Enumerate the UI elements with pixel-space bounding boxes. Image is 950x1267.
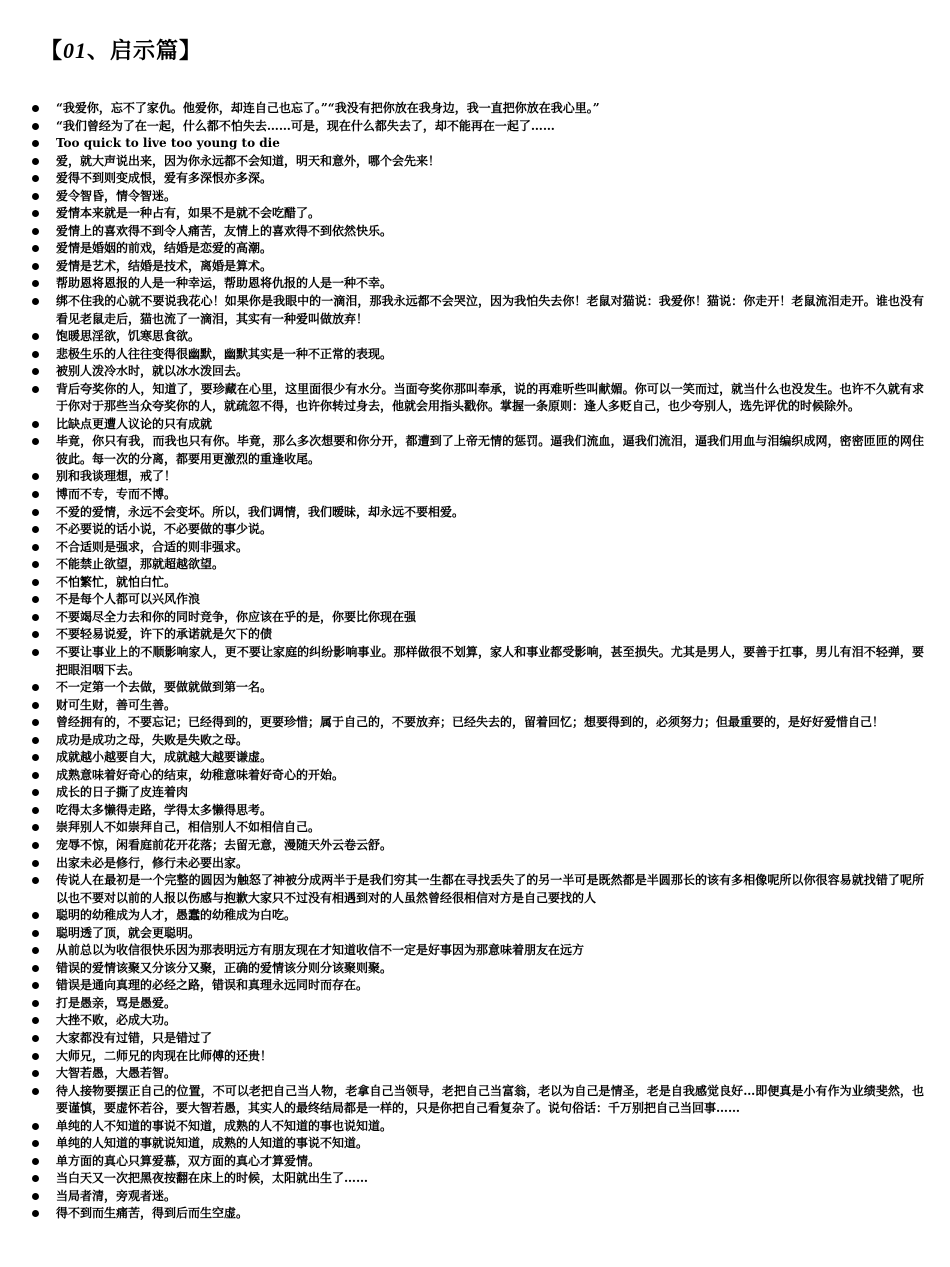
list-item: 不一定第一个去做，要做就做到第一名。	[0, 679, 950, 697]
list-item: 比缺点更遭人议论的只有成就	[0, 416, 950, 434]
list-item: 成熟意味着好奇心的结束，幼稚意味着好奇心的开始。	[0, 767, 950, 785]
list-item: 错误是通向真理的必经之路，错误和真理永远同时而存在。	[0, 977, 950, 995]
list-item: 错误的爱情该聚又分该分又聚，正确的爱情该分则分该聚则聚。	[0, 960, 950, 978]
heading-title: 、启示篇	[87, 39, 180, 64]
list-item: 宠辱不惊，闲看庭前花开花落；去留无意，漫随天外云卷云舒。	[0, 837, 950, 855]
list-item: 别和我谈理想，戒了！	[0, 468, 950, 486]
list-item: 待人接物要摆正自己的位置，不可以老把自己当人物，老拿自己当领导，老把自己当富翁，老以为自己是情圣，老是自我感觉良好…即便真是小有作为业绩斐然，也要谨慎，要虚怀若谷，要大智若愚，其实人的最终结局都是一样的，只是你把自己看复杂了。说句俗话：千万别把自己当回事……	[0, 1083, 950, 1118]
list-item: 当局者清，旁观者迷。	[0, 1188, 950, 1206]
list-item: 大智若愚，大愚若智。	[0, 1065, 950, 1083]
list-item: 不要轻易说爱，许下的承诺就是欠下的债	[0, 626, 950, 644]
list-item: 不怕繁忙，就怕白忙。	[0, 574, 950, 592]
heading-number: 01	[63, 38, 88, 63]
list-item: 爱情上的喜欢得不到令人痛苦，友情上的喜欢得不到依然快乐。	[0, 223, 950, 241]
list-item: “我们曾经为了在一起，什么都不怕失去……可是，现在什么都失去了，却不能再在一起了……	[0, 118, 950, 136]
list-item: 单纯的人知道的事就说知道，成熟的人知道的事说不知道。	[0, 1135, 950, 1153]
list-item: 不要让事业上的不顺影响家人，更不要让家庭的纠纷影响事业。那样做很不划算，家人和事业都受影响，甚至损失。尤其是男人，要善于扛事，男儿有泪不轻弹，要把眼泪咽下去。	[0, 644, 950, 679]
list-item: 爱情本来就是一种占有，如果不是就不会吃醋了。	[0, 205, 950, 223]
quote-list	[0, 100, 950, 1223]
list-item: 成长的日子撕了皮连着肉	[0, 784, 950, 802]
list-item: 博而不专，专而不博。	[0, 486, 950, 504]
list-item: 绑不住我的心就不要说我花心！如果你是我眼中的一滴泪，那我永远都不会哭泣，因为我怕失去你！老鼠对猫说：我爱你！猫说：你走开！老鼠流泪走开。谁也没有看见老鼠走后，猫也流了一滴泪，其实有一种爱叫做放弃！	[0, 293, 950, 328]
list-item: 不是每个人都可以兴风作浪	[0, 591, 950, 609]
list-item: 得不到而生痛苦，得到后而生空虚。	[0, 1205, 950, 1223]
list-item: 单方面的真心只算爱慕，双方面的真心才算爱情。	[0, 1153, 950, 1171]
list-item: 从前总以为收信很快乐因为那表明远方有朋友现在才知道收信不一定是好事因为那意味着朋友在远方	[0, 942, 950, 960]
list-item: 爱令智昏，情令智迷。	[0, 188, 950, 206]
list-item: 毕竟，你只有我，而我也只有你。毕竟，那么多次想要和你分开，都遭到了上帝无情的惩罚。逼我们流血，逼我们流泪，逼我们用血与泪编织成网，密密匝匝的网住彼此。每一次的分离，都要用更激烈的重逢收尾。	[0, 433, 950, 468]
list-item: 打是愚亲，骂是愚爱。	[0, 995, 950, 1013]
section-heading	[40, 34, 202, 65]
list-item: 不合适则是强求，合适的则非强求。	[0, 539, 950, 557]
list-item: 背后夸奖你的人，知道了，要珍藏在心里，这里面很少有水分。当面夸奖你那叫奉承，说的再难听些叫献媚。你可以一笑而过，就当什么也没发生。也许不久就有求于你对于那些当众夸奖你的人，就疏忽不得，也许你转过身去，他就会用指头戳你。掌握一条原则：逢人多贬自己，也少夸别人，选先评优的时候除外。	[0, 381, 950, 416]
list-item: 聪明的幼稚成为人才，愚蠢的幼稚成为白吃。	[0, 907, 950, 925]
list-item: 爱得不到则变成恨，爱有多深恨亦多深。	[0, 170, 950, 188]
list-item: 当白天又一次把黑夜按翻在床上的时候，太阳就出生了……	[0, 1170, 950, 1188]
list-item: 大家都没有过错，只是错过了	[0, 1030, 950, 1048]
list-item: 崇拜别人不如崇拜自己，相信别人不如相信自己。	[0, 819, 950, 837]
list-item: 曾经拥有的，不要忘记；已经得到的，更要珍惜；属于自己的，不要放弃；已经失去的，留着回忆；想要得到的，必须努力；但最重要的，是好好爱惜自己！	[0, 714, 950, 732]
list-item: 悲极生乐的人往往变得很幽默，幽默其实是一种不正常的表现。	[0, 346, 950, 364]
list-item: 不必要说的话小说，不必要做的事少说。	[0, 521, 950, 539]
list-item: 不能禁止欲望，那就超越欲望。	[0, 556, 950, 574]
list-item: 吃得太多懒得走路，学得太多懒得思考。	[0, 802, 950, 820]
list-item: 大挫不败，必成大功。	[0, 1012, 950, 1030]
heading-bracket-open: 【	[40, 39, 64, 64]
list-item: “我爱你，忘不了家仇。他爱你，却连自己也忘了。”“我没有把你放在我身边，我一直把你放在我心里。”	[0, 100, 950, 118]
list-item: 单纯的人不知道的事说不知道，成熟的人不知道的事也说知道。	[0, 1118, 950, 1136]
list-item: 不爱的爱情，永远不会变坏。所以，我们调情，我们暧昧，却永远不要相爱。	[0, 504, 950, 522]
list-item: Too quick to live too young to die	[0, 135, 950, 153]
list-item: 不要竭尽全力去和你的同时竞争，你应该在乎的是，你要比你现在强	[0, 609, 950, 627]
list-item: 出家未必是修行，修行未必要出家。	[0, 855, 950, 873]
list-item: 成功是成功之母，失败是失败之母。	[0, 732, 950, 750]
list-item: 爱情是婚姻的前戏，结婚是恋爱的高潮。	[0, 240, 950, 258]
list-item: 爱情是艺术，结婚是技术，离婚是算术。	[0, 258, 950, 276]
list-item: 饱暖思淫欲，饥寒思食欲。	[0, 328, 950, 346]
list-item: 被别人泼冷水时，就以冰水泼回去。	[0, 363, 950, 381]
list-item: 大师兄，二师兄的肉现在比师傅的还贵！	[0, 1048, 950, 1066]
list-item: 爱，就大声说出来，因为你永远都不会知道，明天和意外，哪个会先来！	[0, 153, 950, 171]
list-item: 帮助恩将恩报的人是一种幸运，帮助恩将仇报的人是一种不幸。	[0, 275, 950, 293]
list-item: 传说人在最初是一个完整的圆因为触怒了神被分成两半于是我们穷其一生都在寻找丢失了的另一半可是既然都是半圆那长的该有多相像呢所以你很容易就找错了呢所以也不要对以前的人报以伤感与抱歉大家只不过没有相遇到对的人虽然曾经很相信对方是自己要找的人	[0, 872, 950, 907]
list-item: 成就越小越要自大，成就越大越要谦虚。	[0, 749, 950, 767]
list-item: 聪明透了顶，就会更聪明。	[0, 925, 950, 943]
list-item: 财可生财，善可生善。	[0, 697, 950, 715]
heading-bracket-close: 】	[179, 39, 203, 64]
